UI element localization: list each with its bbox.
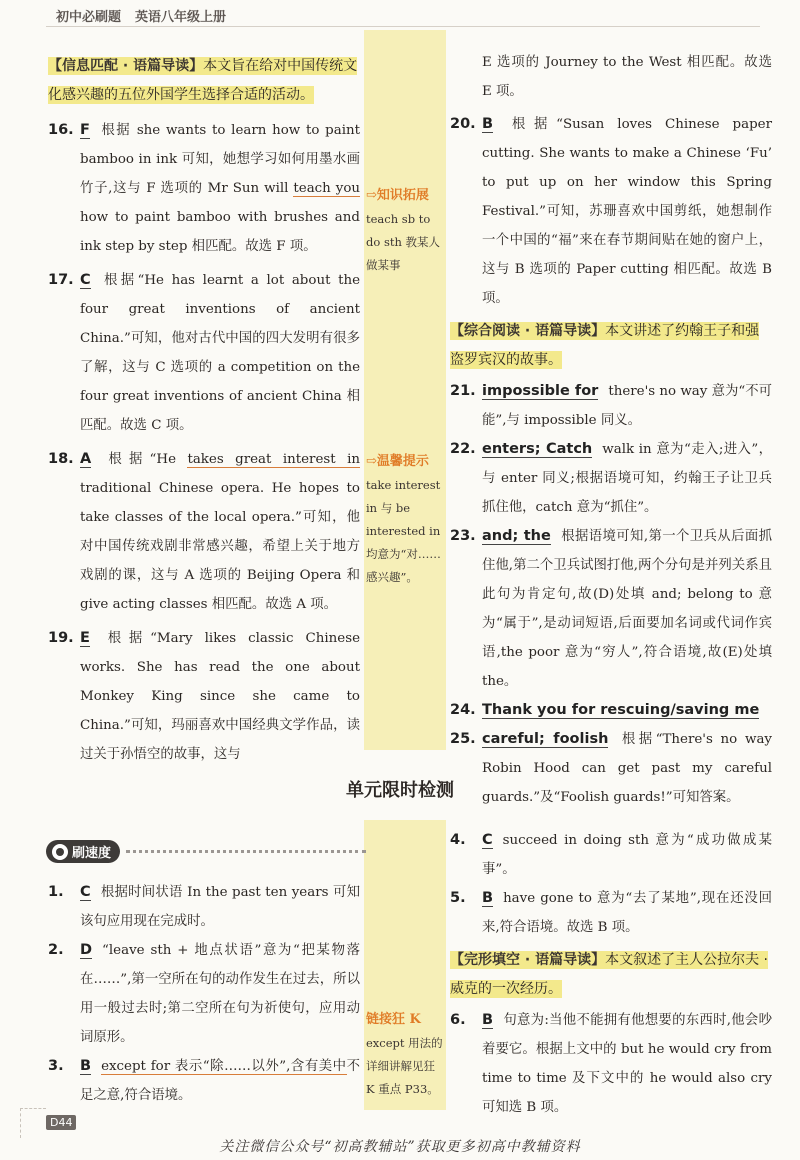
answer-key: C [482,832,493,848]
side-note-band-top [364,30,446,750]
side-note-tip: ⇨温馨提示 take interest in 与 be interested in 均意为“对……感兴趣”。 [366,450,446,589]
answer-number: 16. [48,122,74,138]
cloze-summary: 本文叙述了主人公拉尔夫 · 威克的一次经历。 [450,952,768,997]
answer-number: 18. [48,451,74,467]
cloze-tag: 【完形填空 · 语篇导读】 [450,952,606,968]
answer-key: A [80,451,92,467]
answer-text: there's no way 意为“不可能”,与 impossible 同义。 [482,384,772,428]
page-header [56,6,240,25]
answer-1 [48,878,360,936]
answer-text: 根据“There's no way Robin Hood can get past my careful guards.”及“Foolish guards!”可知答案。 [482,732,772,805]
answer-text: how to paint bamboo with brushes and ink step by step 相匹配。故选 F 项。 [80,210,360,254]
left-column-top [48,52,360,769]
answer-text: 根据“Susan loves Chinese paper cutting. She wants to make a Chinese ‘Fu’ to put up on her window this Spring Festival.”可知，苏珊喜欢中国剪纸，她想制作一个中国的“福”来在春节期间贴在她的窗户上，这与 B 选项的 Paper cutting 相匹配。故选 B 项。 [482,117,772,306]
side-note-body: take interest in 与 be interested in 均意为“对……感兴趣”。 [366,478,441,584]
answer-number: 22. [450,441,476,457]
answer-key: E [80,630,90,646]
right-column-bottom [450,826,772,1122]
side-note-title: 温馨提示 [376,454,429,469]
answer-5 [450,884,772,942]
footer-note: 关注微信公众号“初高教辅站”获取更多初高中教辅资料 [219,1139,581,1155]
answer-21 [450,377,772,435]
answer-key: Thank you for rescuing/saving me [482,702,760,718]
answer-text: 根据 she wants to learn how to paint bamboo in ink 可知，她想学习如何用墨水画竹子,这与 F 选项的 Mr Sun will [80,123,360,196]
answer-key: and; the [482,528,551,544]
reading-tag: 【综合阅读 · 语篇导读】 [450,323,606,339]
answer-18 [48,445,360,619]
left-column-bottom [48,878,360,1110]
answer-text: 根据“Mary likes classic Chinese works. She has read the one about Monkey King since she came to China.”可知，玛丽喜欢中国经典文学作品，读过关于孙悟空的故事，这与 [80,631,360,762]
answer-17 [48,266,360,440]
side-note-link [366,1008,446,1101]
speed-icon [52,844,68,860]
answer-number: 4. [450,832,466,848]
answer-23 [450,522,772,696]
answer-text: 根据时间状语 In the past ten years 可知该句应用现在完成时。 [80,885,360,929]
answer-2 [48,936,360,1052]
highlight-phrase: teach you [293,181,361,196]
answer-number: 19. [48,630,74,646]
highlight-phrase: except for 表示“除……以外”,含有美中 [101,1059,347,1074]
answer-number: 25. [450,731,476,747]
answer-20 [450,110,772,313]
series-name: 初中必刷题 [56,10,122,25]
answer-text: walk in 意为“走入;进入”，与 enter 同义;根据语境可知，约翰王子让卫兵抓住他，catch 意为“抓住”。 [482,442,773,515]
answer-22 [450,435,772,522]
speed-label: 刷速度 [72,846,112,861]
side-note-title: 知识拓展 [376,188,429,203]
side-note-body: except 用法的详细讲解见狂 K 重点 P33。 [366,1036,443,1096]
answer-number: 5. [450,890,466,906]
answer-key: B [482,890,494,906]
answer-text: 不足之意,符合语境。 [80,1059,360,1103]
answer-4 [450,826,772,884]
side-note-body: teach sb to do sth 教某人做某事 [366,212,441,272]
answer-number: 20. [450,116,476,132]
info-match-tag: 【信息匹配 · 语篇导读】 [48,58,204,74]
page-corner-mark [20,1108,46,1138]
answer-number: 21. [450,383,476,399]
header-divider [46,26,760,27]
answer-key: impossible for [482,383,599,399]
answer-24 [450,696,772,725]
answer-key: B [482,116,494,132]
answer-key: enters; Catch [482,441,593,457]
section-title: 单元限时检测 [346,780,454,801]
answer-19-continued: E 选项的 Journey to the West 相匹配。故选 E 项。 [482,55,772,99]
answer-text: 句意为:当他不能拥有他想要的东西时,他会吵着要它。根据上文中的 but he would cry from time to time 及下文中的 he would also cry 可知选 B 项。 [482,1013,772,1115]
answer-16 [48,116,360,261]
answer-number: 6. [450,1012,466,1028]
dotted-divider [126,850,366,853]
answer-key: F [80,122,90,138]
answer-number: 2. [48,942,64,958]
info-match-summary: 本文旨在给对中国传统文化感兴趣的五位外国学生选择合适的活动。 [48,58,358,103]
cloze-intro [450,946,772,1004]
reading-summary: 本文讲述了约翰王子和强盗罗宾汉的故事。 [450,323,760,368]
answer-3 [48,1052,360,1110]
answer-6 [450,1006,772,1122]
answer-number: 23. [450,528,476,544]
right-column-top [450,48,772,812]
answer-number: 24. [450,702,476,718]
answer-key: C [80,884,91,900]
answer-text: have gone to 意为“去了某地”,现在还没回来,符合语境。故选 B 项。 [482,891,772,935]
answer-text: succeed in doing sth 意为“成功做成某事”。 [482,833,772,877]
answer-text: 根据语境可知,第一个卫兵从后面抓住他,第二个卫兵试图打他,两个分句是并列关系且此句为肯定句,故(D)处填 and; belong to 意为“属于”,是动词短语,后面要加名词或代词作宾语,the poor 意为“穷人”,符合语境,故(E)处填 the。 [482,529,773,689]
answer-key: careful; foolish [482,731,609,747]
answer-text: “leave sth + 地点状语”意为“把某物落在……”,第一空所在句的动作发生在过去，所以用一般过去时;第二空所在句为祈使句，应用动词原形。 [80,943,360,1045]
answer-key: C [80,272,91,288]
answer-key: D [80,942,93,958]
answer-19 [48,624,360,769]
page-number: D44 [46,1115,76,1130]
answer-key: B [482,1012,494,1028]
book-name: 英语八年级上册 [135,10,227,25]
answer-text: 根据“He has learnt a lot about the four great inventions of ancient China.”可知，他对古代中国的四大发明有很多了解，这与 C 选项的 a competition on the four great inventions of ancient China 相匹配。故选 C 项。 [80,273,360,433]
info-match-intro [48,52,360,110]
answer-key: B [80,1058,92,1074]
answer-number: 3. [48,1058,64,1074]
side-note-title: 链接狂 K [366,1012,421,1027]
highlight-phrase: takes great interest in [187,452,360,467]
reading-intro [450,317,772,375]
speed-section-label [46,840,366,863]
answer-number: 1. [48,884,64,900]
answer-text: traditional Chinese opera. He hopes to take classes of the local opera.”可知，他对中国传统戏剧非常感兴趣，希望上关于地方戏剧的课，这与 A 选项的 Beijing Opera 和 give acting classes 相匹配。故选 A 项。 [80,481,360,612]
answer-number: 17. [48,272,74,288]
answer-text: 根据“He [101,452,188,467]
side-note-knowledge: ⇨知识拓展 teach sb to do sth 教某人做某事 [366,184,446,277]
